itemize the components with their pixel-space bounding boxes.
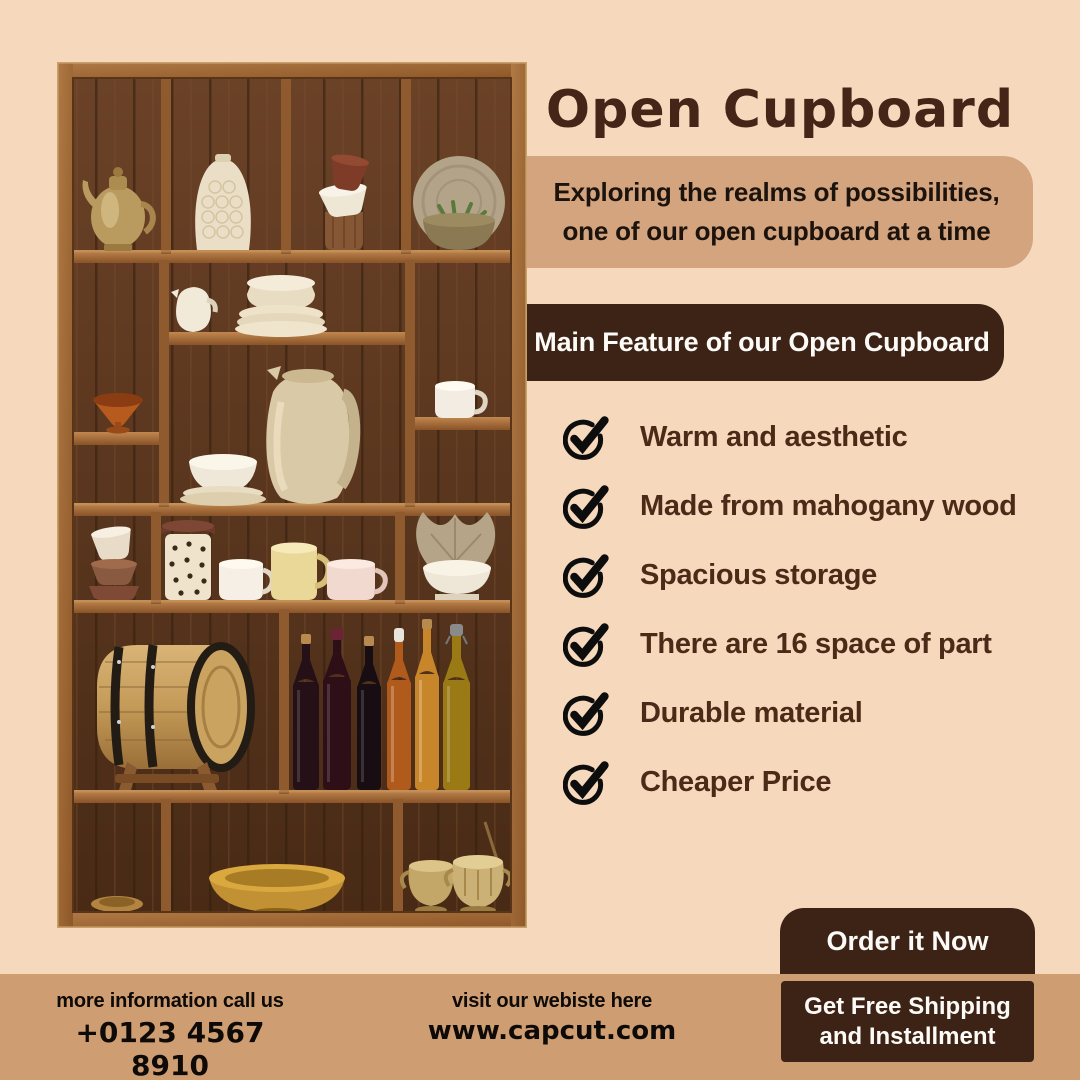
subtitle-line1: Exploring the realms of possibilities, (553, 177, 1000, 207)
feature-item (563, 414, 1017, 460)
subtitle-box (520, 156, 1033, 268)
cupboard-illustration (57, 62, 527, 928)
feature-item (563, 759, 1017, 805)
feature-label: Durable material (640, 696, 863, 729)
feature-item (563, 483, 1017, 529)
website-block (420, 990, 684, 1046)
order-button[interactable]: Order it Now (780, 908, 1035, 974)
check-icon (563, 552, 610, 598)
free-shipping-button[interactable] (781, 981, 1034, 1062)
feature-label: There are 16 space of part (640, 627, 992, 660)
feature-label: Spacious storage (640, 558, 877, 591)
feature-label: Cheaper Price (640, 765, 832, 798)
feature-item (563, 621, 1017, 667)
website-label: visit our webiste here (451, 990, 653, 1012)
check-icon (563, 759, 610, 805)
check-icon (563, 414, 610, 460)
cupboard-photo (57, 62, 527, 928)
phone-number: +0123 4567 8910 (75, 1016, 265, 1080)
contact-block (40, 990, 300, 1080)
check-icon (563, 621, 610, 667)
check-icon (563, 483, 610, 529)
shipping-line2: and Installment (819, 1022, 996, 1050)
feature-label: Warm and aesthetic (640, 420, 908, 453)
contact-label: more information call us (56, 990, 284, 1012)
features-heading: Main Feature of our Open Cupboard (534, 327, 990, 357)
check-icon (563, 690, 610, 736)
feature-item (563, 552, 1017, 598)
shipping-line1: Get Free Shipping (804, 992, 1011, 1020)
website-url[interactable]: www.capcut.com (427, 1016, 677, 1046)
features-heading-banner (520, 304, 1004, 381)
brass-dish-illustration (91, 896, 143, 912)
subtitle-line2: one of our open cupboard at a time (562, 216, 991, 246)
feature-list (563, 414, 1017, 805)
feature-label: Made from mahogany wood (640, 489, 1017, 522)
page-title: Open Cupboard (545, 80, 1015, 140)
feature-item (563, 690, 1017, 736)
